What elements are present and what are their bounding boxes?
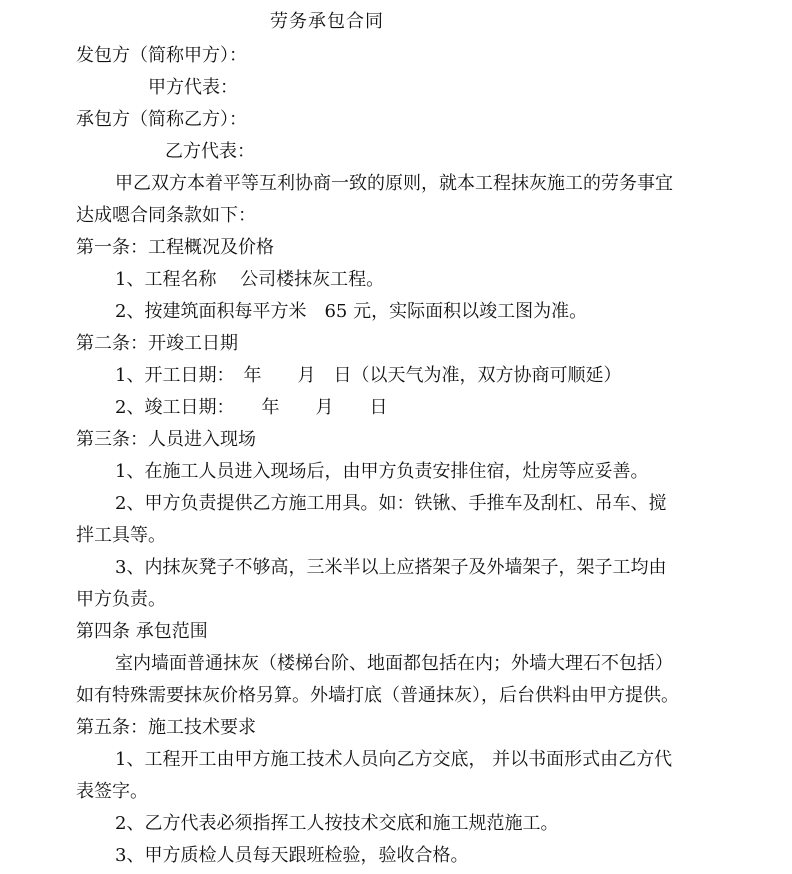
article-3-heading: 第三条：人员进入现场 — [76, 429, 256, 450]
article-3-item-2-line-1: 2、甲方负责提供乙方施工用具。如：铁锹、手推车及刮杠、吊车、搅 — [115, 493, 667, 514]
intro-paragraph-line-2: 达成嗯合同条款如下： — [76, 205, 256, 226]
article-4-heading: 第四条 承包范围 — [76, 621, 208, 642]
article-5-item-2: 2、乙方代表必须指挥工人按技术交底和施工规范施工。 — [115, 813, 559, 834]
article-3-item-3-line-1: 3、内抹灰凳子不够高，三米半以上应搭架子及外墙架子，架子工均由 — [115, 557, 667, 578]
article-5-heading: 第五条：施工技术要求 — [76, 717, 256, 738]
article-1-heading: 第一条：工程概况及价格 — [76, 237, 274, 258]
article-4-paragraph-line-2: 如有特殊需要抹灰价格另算。外墙打底（普通抹灰），后台供料由甲方提供。 — [76, 685, 679, 706]
article-2-item-1: 1、开工日期： 年 月 日（以天气为准，双方协商可顺延） — [115, 365, 622, 386]
article-1-item-2: 2、按建筑面积每平方米 65 元，实际面积以竣工图为准。 — [115, 301, 588, 322]
article-2-item-2: 2、竣工日期： 年 月 日 — [115, 397, 388, 418]
article-1-item-1: 1、工程名称 公司楼抹灰工程。 — [115, 269, 385, 290]
party-a-line: 发包方（简称甲方）： — [76, 45, 247, 66]
article-3-item-1: 1、在施工人员进入现场后，由甲方负责安排住宿，灶房等应妥善。 — [115, 461, 649, 482]
party-b-line: 承包方（简称乙方）： — [76, 109, 247, 130]
article-3-item-3-line-2: 甲方负责。 — [76, 589, 166, 610]
party-a-representative-line: 甲方代表： — [148, 77, 238, 98]
article-2-heading: 第二条：开竣工日期 — [76, 333, 238, 354]
article-5-item-1-line-1: 1、工程开工由甲方施工技术人员向乙方交底， 并以书面形式由乙方代 — [115, 749, 673, 770]
intro-paragraph-line-1: 甲乙双方本着平等互利协商一致的原则，就本工程抹灰施工的劳务事宜 — [115, 173, 673, 194]
article-3-item-2-line-2: 拌工具等。 — [76, 525, 166, 546]
article-4-paragraph-line-1: 室内墙面普通抹灰（楼梯台阶、地面都包括在内；外墙大理石不包括） — [115, 653, 673, 674]
article-5-item-1-line-2: 表签字。 — [76, 781, 148, 802]
document-title: 劳务承包合同 — [270, 11, 384, 32]
article-5-item-3: 3、甲方质检人员每天跟班检验，验收合格。 — [115, 845, 469, 866]
party-b-representative-line: 乙方代表： — [165, 141, 255, 162]
